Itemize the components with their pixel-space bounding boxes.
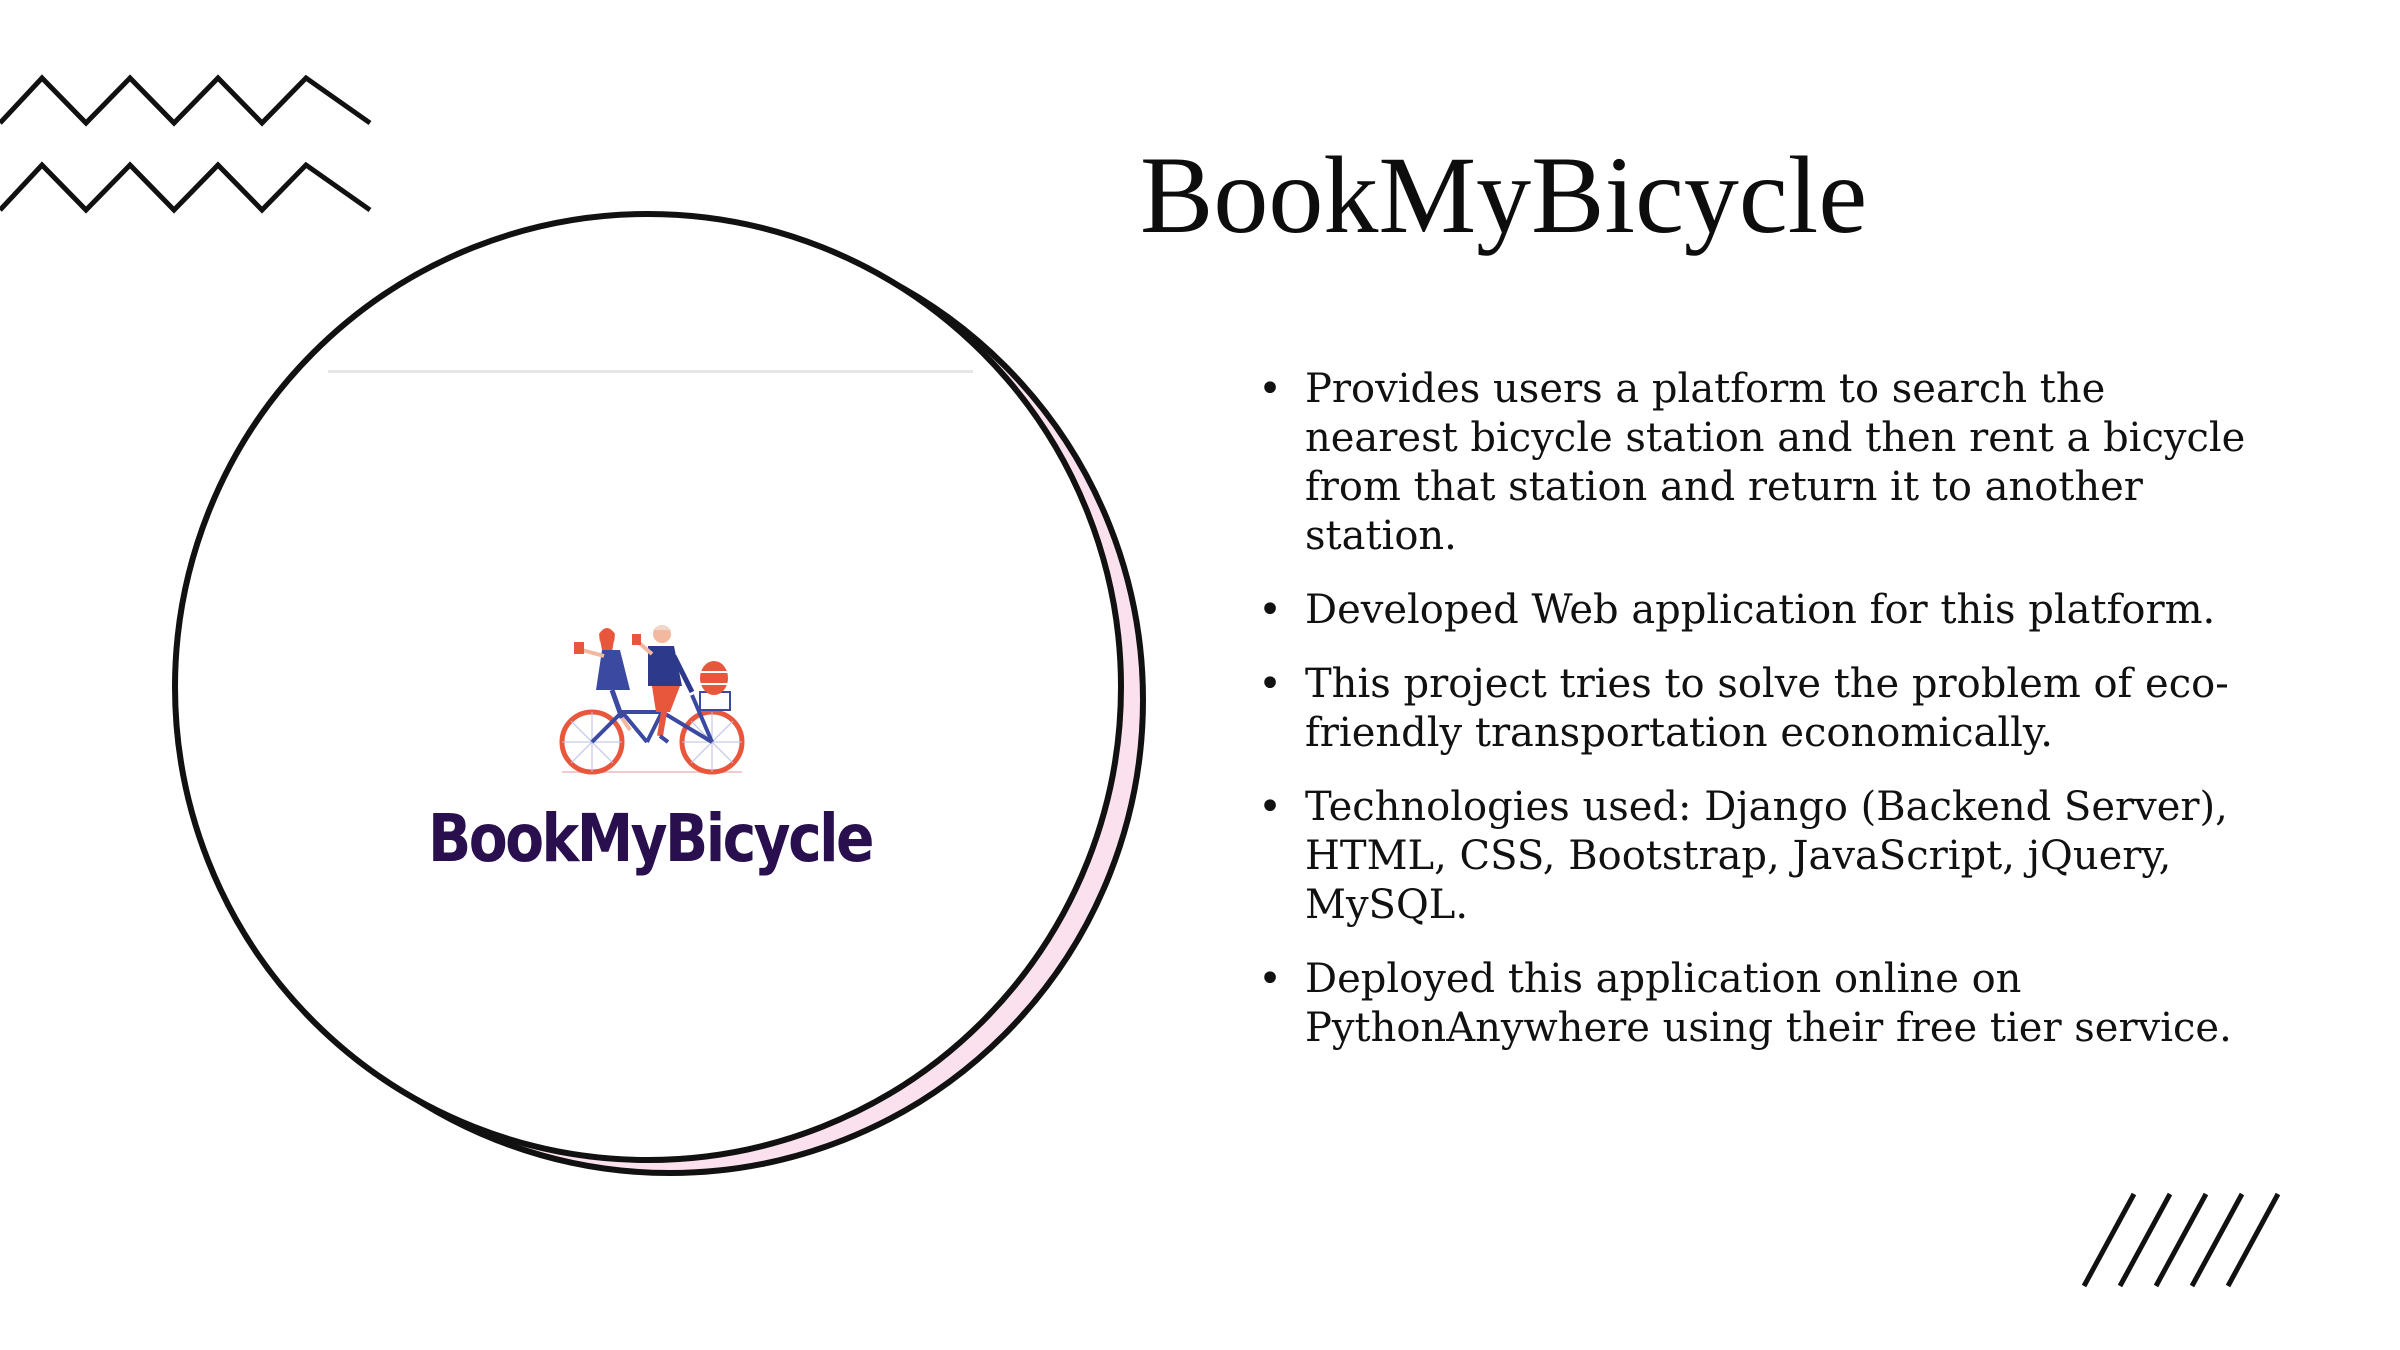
bullet-dot: • <box>1258 587 1282 633</box>
zigzag-decoration <box>0 70 380 220</box>
bullet-dot: • <box>1258 784 1282 830</box>
bullet-text: Provides users a platform to search the nearest bicycle station and then rent a bicycle from that station and return it to another station. <box>1305 366 2246 559</box>
bullet-item <box>1255 586 2265 635</box>
slide-title: BookMyBicycle <box>1140 134 1868 256</box>
bullet-item <box>1255 955 2265 1053</box>
logo-brand-text: BookMyBicycle <box>428 800 872 877</box>
bullet-text: Technologies used: Django (Backend Server), HTML, CSS, Bootstrap, JavaScript, jQuery, MySQL. <box>1305 784 2228 928</box>
bullet-list <box>1255 365 2265 1078</box>
logo-top-rule <box>328 370 973 373</box>
bullet-text: This project tries to solve the problem of eco-friendly transportation economically. <box>1305 661 2229 756</box>
bullet-item <box>1255 660 2265 758</box>
bullet-dot: • <box>1258 661 1282 707</box>
bullet-dot: • <box>1258 956 1282 1002</box>
bullet-item <box>1255 365 2265 561</box>
bullet-text: Deployed this application online on PythonAnywhere using their free tier service. <box>1305 956 2232 1051</box>
slash-lines-decoration <box>2080 1190 2300 1290</box>
bullet-dot: • <box>1258 366 1282 412</box>
bullet-item <box>1255 783 2265 930</box>
bullet-text: Developed Web application for this platform. <box>1305 587 2216 633</box>
tandem-bicycle-icon <box>552 620 752 780</box>
